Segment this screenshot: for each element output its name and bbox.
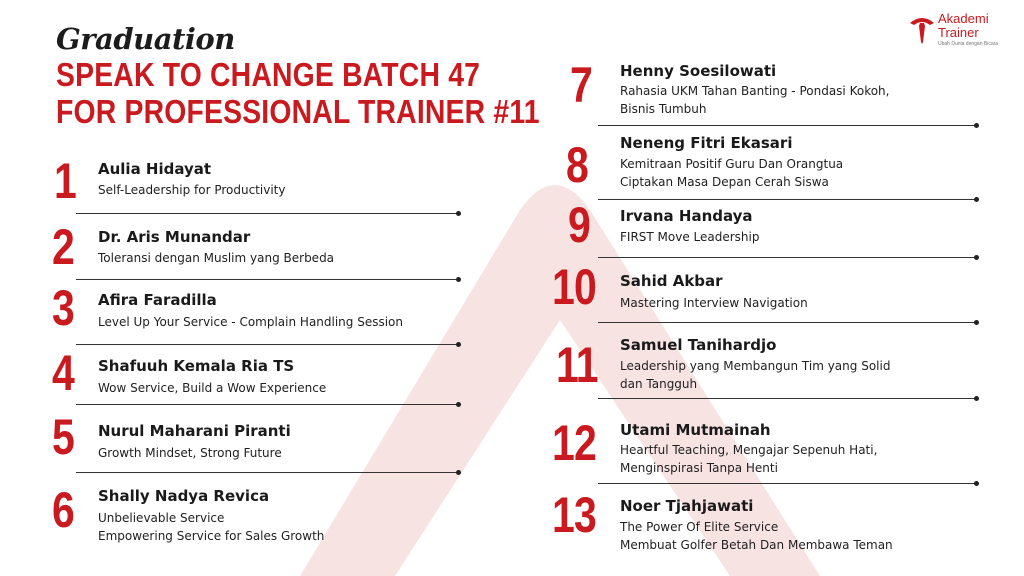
graduate-topic-line: Bisnis Tumbuh (620, 102, 707, 116)
graduate-number: 1 (54, 153, 76, 209)
graduate-name: Shally Nadya Revica (98, 487, 270, 505)
graduate-topic-line: Wow Service, Build a Wow Experience (98, 381, 327, 395)
graduate-topic-line: Kemitraan Positif Guru Dan Orangtua (620, 157, 844, 171)
divider-line (598, 322, 976, 323)
divider-line (598, 257, 976, 258)
graduate-name: Henny Soesilowati (620, 62, 777, 80)
graduate-topic-line: Heartful Teaching, Mengajar Sepenuh Hati, (620, 443, 878, 457)
divider-end-dot (456, 470, 461, 475)
graduate-topic-line: Unbelievable Service (98, 511, 225, 525)
graduate-topic-line: Menginspirasi Tanpa Henti (620, 461, 778, 475)
divider-line (76, 344, 458, 345)
divider-line (76, 279, 458, 280)
logo-name-line-2: Trainer (938, 25, 979, 40)
graduate-topic-line: Toleransi dengan Muslim yang Berbeda (98, 251, 335, 265)
graduate-name: Samuel Tanihardjo (620, 336, 777, 354)
divider-end-dot (974, 123, 979, 128)
graduate-topic-line: Membuat Golfer Betah Dan Membawa Teman (620, 538, 893, 552)
graduate-name: Noer Tjahjawati (620, 497, 754, 515)
graduate-topic-line: Level Up Your Service - Complain Handling Session (98, 315, 404, 329)
graduate-topic-line: Leadership yang Membangun Tim yang Solid (620, 359, 891, 373)
graduate-topic-line: Rahasia UKM Tahan Banting - Pondasi Kokoh, (620, 84, 890, 98)
divider-end-dot (456, 342, 461, 347)
logo-tagline: Ubah Dunia dengan Bicara (938, 41, 999, 47)
graduate-number: 2 (52, 219, 74, 275)
divider-line (76, 213, 458, 214)
red-tie-icon (908, 14, 936, 44)
graduate-topic-line: dan Tangguh (620, 377, 698, 391)
header (56, 22, 618, 130)
akademi-trainer-logo (906, 12, 1016, 52)
graduate-name: Dr. Aris Munandar (98, 228, 251, 246)
graduate-topic-line: FIRST Move Leadership (620, 230, 760, 244)
graduate-name: Utami Mutmainah (620, 421, 771, 439)
graduate-number: 10 (552, 259, 596, 315)
graduate-number: 6 (52, 482, 74, 538)
graduate-topic-line: Mastering Interview Navigation (620, 296, 808, 310)
graduate-number: 12 (552, 415, 596, 471)
graduate-topic-line: The Power Of Elite Service (620, 520, 779, 534)
divider-end-dot (974, 396, 979, 401)
divider-line (76, 404, 458, 405)
graduate-name: Shafuuh Kemala Ria TS (98, 357, 295, 375)
title-line-2: FOR PROFESSIONAL TRAINER #11 (56, 93, 540, 130)
divider-end-dot (974, 255, 979, 260)
logo-name (938, 12, 989, 40)
graduate-number: 8 (566, 137, 588, 193)
graduate-number: 13 (552, 487, 596, 543)
graduate-name: Sahid Akbar (620, 272, 723, 290)
divider-end-dot (456, 277, 461, 282)
graduation-script-word: Graduation (56, 22, 235, 56)
divider-line (598, 199, 976, 200)
graduate-name: Irvana Handaya (620, 207, 753, 225)
graduate-number: 7 (570, 57, 592, 113)
graduate-name: Afira Faradilla (98, 291, 217, 309)
graduate-number: 4 (52, 345, 74, 401)
divider-end-dot (456, 402, 461, 407)
divider-end-dot (974, 197, 979, 202)
divider-line (598, 125, 976, 126)
divider-end-dot (974, 320, 979, 325)
title-line-1: SPEAK TO CHANGE BATCH 47 (56, 56, 481, 93)
graduate-number: 9 (568, 197, 590, 253)
divider-end-dot (456, 211, 461, 216)
logo-name-line-1: Akademi (938, 11, 989, 26)
graduate-number: 11 (556, 337, 598, 393)
graduate-topic-line: Empowering Service for Sales Growth (98, 529, 325, 543)
divider-line (598, 398, 976, 399)
graduate-topic-line: Ciptakan Masa Depan Cerah Siswa (620, 175, 829, 189)
graduate-name: Neneng Fitri Ekasari (620, 134, 793, 152)
divider-line (598, 483, 976, 484)
graduate-topic-line: Growth Mindset, Strong Future (98, 446, 282, 460)
divider-end-dot (974, 481, 979, 486)
graduate-number: 3 (52, 280, 74, 336)
graduate-topic-line: Self-Leadership for Productivity (98, 183, 286, 197)
graduate-name: Nurul Maharani Piranti (98, 422, 291, 440)
divider-line (76, 472, 458, 473)
graduate-number: 5 (52, 409, 74, 465)
graduate-name: Aulia Hidayat (98, 160, 212, 178)
